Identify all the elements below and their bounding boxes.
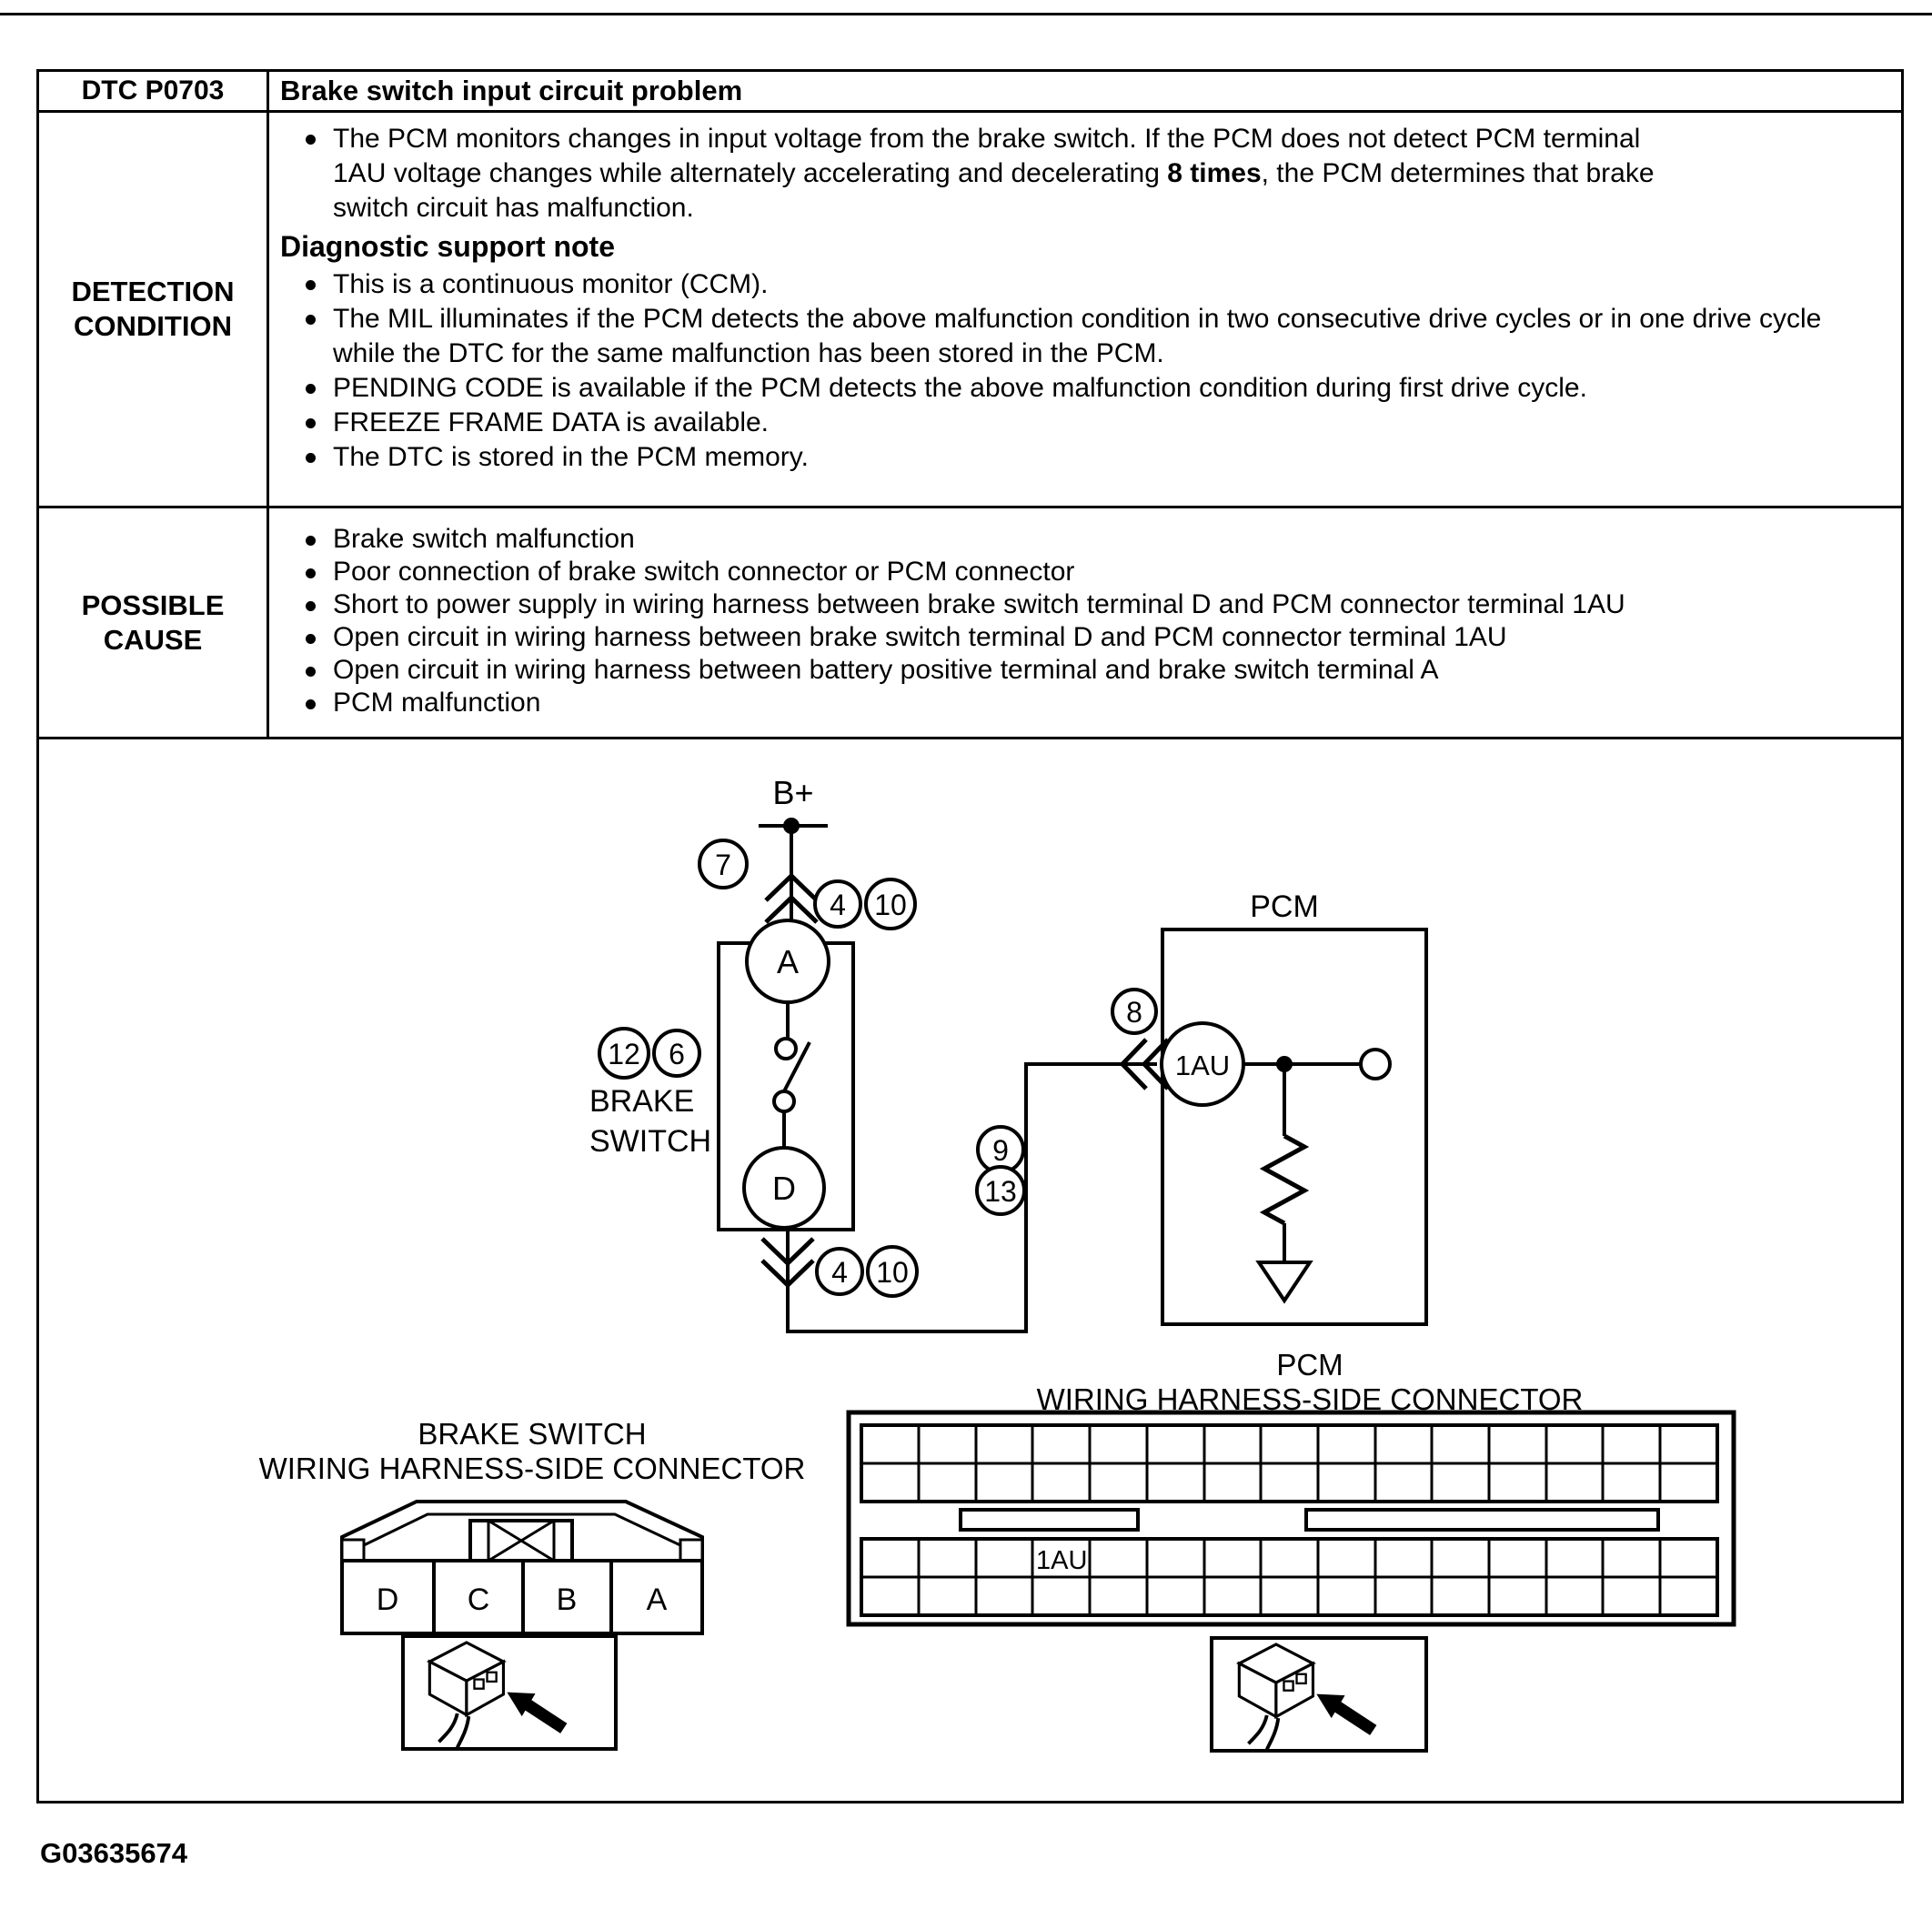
ground-icon [1259,1262,1310,1301]
bullet-text-segment: , the PCM determines that brake switch circuit has malfunction. [333,158,1655,223]
bullet-dot-icon [306,667,316,677]
detection-bullet [280,267,1868,302]
pin-label: C [467,1582,490,1617]
pcm-connector-pin-1au: 1AU [1036,1546,1088,1575]
bullet-dot-icon [306,135,316,145]
svg-text:12: 12 [608,1038,640,1070]
pcm-connector-view [849,1348,1734,1751]
pin-grid-lines [861,1425,1717,1502]
callout-10 [866,879,915,929]
detection-condition-header [39,113,269,506]
bullet-text-segment: The PCM monitors changes in input voltage from the brake switch. If the PCM does not detect PCM terminal 1AU voltage changes while alternately accelerating and decelerating [333,124,1641,188]
connector-outline [849,1412,1734,1624]
callout-4 [817,1249,862,1294]
svg-text:13: 13 [984,1175,1017,1208]
terminal-d-label: D [772,1170,796,1207]
bullet-dot-icon [306,699,316,709]
connector-slot [961,1510,1138,1530]
switch-contact [776,1039,796,1059]
harness-wire-run [762,990,1168,1331]
detection-bullet-text [316,122,1868,226]
resistor-icon [1264,1136,1304,1223]
svg-text:10: 10 [876,1256,909,1289]
wire [1243,1064,1361,1262]
connector-caption: WIRING HARNESS-SIDE CONNECTOR [258,1452,806,1485]
housing-tab [342,1540,364,1561]
header-line: DETECTION [71,276,235,307]
connector-caption: WIRING HARNESS-SIDE CONNECTOR [1036,1382,1584,1416]
bullet-dot-icon [306,568,316,578]
svg-text:6: 6 [669,1038,685,1070]
connector-view-icon [429,1643,563,1747]
bullet-dot-icon [306,315,316,325]
detection-bullet-text: PENDING CODE is available if the PCM detects the above malfunction condition during first drive cycle. [333,373,1587,403]
connector-caption: PCM [1276,1348,1343,1382]
switch-contact [774,1091,794,1111]
detection-bullet [280,371,1868,406]
bullet-dot-icon [306,384,316,394]
cause-bullet [280,588,1868,621]
callout-8 [1112,990,1156,1033]
dtc-code-cell: DTC P0703 [39,72,269,110]
detection-bullet [280,302,1868,371]
callout-12 [599,1029,649,1078]
battery-feed [699,774,915,929]
detection-bullet-text: The MIL illuminates if the PCM detects the above malfunction condition in two consecutive drive cycles or in one drive cycle while the DTC for the same malfunction has been stored in the PCM. [333,304,1822,368]
possible-cause-content [269,508,1901,737]
connector-caption: BRAKE SWITCH [418,1417,647,1451]
brake-switch-symbol [589,920,853,1230]
cause-bullet [280,621,1868,654]
pin-label: A [646,1582,668,1617]
detection-condition-row [39,113,1901,508]
bullet-dot-icon [306,634,316,644]
bullet-dot-icon [306,601,316,611]
brake-switch-label: SWITCH [589,1124,712,1159]
svg-text:7: 7 [715,849,731,881]
diagnostic-support-note-heading: Diagnostic support note [280,230,615,263]
cause-bullet-text: PCM malfunction [333,688,541,718]
callout-4 [815,881,860,927]
pcm-label: PCM [1250,889,1319,924]
pcm-terminal-label: 1AU [1174,1050,1231,1081]
cause-bullet-text: Short to power supply in wiring harness between brake switch terminal D and PCM connector terminal 1AU [333,589,1625,619]
bullet-dot-icon [306,536,316,546]
pin-label: D [376,1582,399,1617]
cause-bullet [280,654,1868,687]
callout-7 [699,840,747,888]
housing-tab [680,1540,702,1561]
detection-bullet [280,122,1868,226]
wire [784,1002,788,1148]
detection-bullet-text: FREEZE FRAME DATA is available. [333,407,770,437]
callout-13 [977,1167,1024,1214]
cause-bullet-text: Poor connection of brake switch connector or PCM connector [333,557,1075,587]
header-line: POSSIBLE [81,588,225,621]
detection-bullet-text: The DTC is stored in the PCM memory. [333,442,809,472]
pin-label: B [556,1582,578,1617]
wiring-diagram-svg [39,739,1901,1802]
callout-10 [868,1247,917,1296]
header-line: CONDITION [74,310,232,342]
open-terminal-icon [1361,1050,1390,1079]
possible-cause-header [39,508,269,737]
callout-6 [654,1030,699,1076]
brake-switch-connector-view [259,1417,806,1749]
header-line: CAUSE [103,623,203,656]
cause-bullet [280,523,1868,556]
pin-grid-lines [861,1539,1717,1615]
bullet-text-bold: 8 times [1167,158,1262,188]
svg-text:4: 4 [830,889,846,921]
possible-cause-row [39,508,1901,739]
detection-bullet [280,406,1868,440]
svg-text:4: 4 [831,1256,848,1289]
dtc-header-row [39,72,1901,113]
junction-dot [1276,1056,1293,1072]
connector-view-icon [1239,1644,1373,1749]
cause-bullet-text: Brake switch malfunction [333,524,635,554]
wiring-diagram [39,739,1901,1802]
bullet-dot-icon [306,453,316,463]
svg-text:9: 9 [992,1134,1009,1167]
dtc-title-cell: Brake switch input circuit problem [280,75,743,106]
detection-bullet-text: This is a continuous monitor (CCM). [333,269,769,299]
bullet-dot-icon [306,280,316,290]
dtc-table [36,69,1904,1804]
figure-code: G03635674 [40,1837,188,1869]
cause-bullet [280,556,1868,588]
brake-switch-label: BRAKE [589,1084,695,1119]
scan-edge-line [0,13,1932,15]
cause-bullet [280,687,1868,719]
cause-bullet-text: Open circuit in wiring harness between brake switch terminal D and PCM connector terminal 1AU [333,622,1507,652]
svg-text:8: 8 [1126,996,1142,1029]
connector-slot [1306,1510,1658,1530]
terminal-a-label: A [776,943,800,980]
detection-bullet [280,440,1868,475]
pin-dividers [434,1561,611,1633]
detection-condition-content [269,113,1901,506]
battery-positive-label: B+ [772,774,814,811]
svg-text:10: 10 [874,889,907,921]
bullet-dot-icon [306,418,316,428]
pcm-symbol [1162,889,1426,1324]
cause-bullet-text: Open circuit in wiring harness between battery positive terminal and brake switch terminal A [333,655,1439,685]
